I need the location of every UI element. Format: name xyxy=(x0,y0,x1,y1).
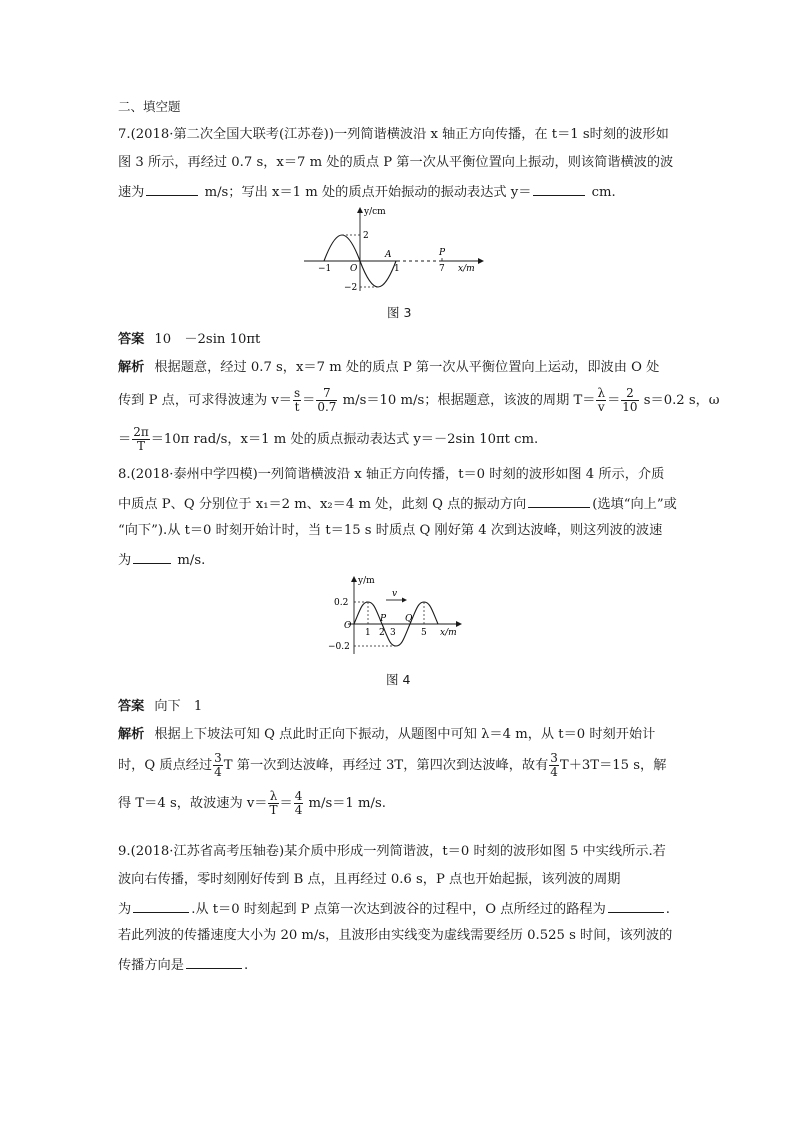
q7-analysis-text1: 根据题意，经过 0.7 s，x＝7 m 处的质点 P 第一次从平衡位置向上运动，即波由 O 处 xyxy=(154,360,660,375)
q7-line2: 图 3 所示，再经过 0.7 s，x＝7 m 处的质点 P 第一次从平衡位置向上振动，则该简谐横波的波 xyxy=(118,155,674,170)
q8-frac-lambda-T xyxy=(268,790,278,817)
q8-blank-direction[interactable] xyxy=(528,494,590,508)
fig4-y-label: y/m xyxy=(358,576,375,586)
q8-answer xyxy=(118,698,202,716)
q7-line1: 7.(2018·第二次全国大联考(江苏卷))一列简谐横波沿 x 轴正方向传播，在 t＝1 s时刻的波形如 xyxy=(118,127,669,142)
q8-answer-value: 向下 1 xyxy=(154,699,203,714)
frac-den: 10 xyxy=(622,400,638,414)
frac-num: 7 xyxy=(316,387,337,401)
frac-num: 2 xyxy=(621,387,638,401)
q8-line4 xyxy=(118,550,205,570)
q7-analysis-line3 xyxy=(118,426,538,454)
q8-line2-b: (选填“向上”或 xyxy=(592,497,677,512)
frac-num: 4 xyxy=(294,789,303,803)
q9-blank-period[interactable] xyxy=(133,899,189,913)
frac-den: T xyxy=(269,803,278,817)
section-title: 二、填空题 xyxy=(118,99,181,114)
q8-line2-a: 中质点 P、Q 分别位于 x₁＝2 m、x₂＝4 m 处，此刻 Q 点的振动方向 xyxy=(118,497,527,512)
fig3-y-pos-tick: 2 xyxy=(363,231,369,241)
fig4-x-tick-3: 3 xyxy=(390,628,396,638)
q9-line3-a: 为 xyxy=(118,902,132,917)
q9-line5-b: . xyxy=(243,958,249,973)
fig4-x-tick-5: 5 xyxy=(421,628,427,638)
frac-den: 4 xyxy=(214,765,222,779)
q7-analysis-3b: ＝10π rad/s，x＝1 m 处的质点振动表达式 y＝－2sin 10πt cm. xyxy=(150,432,539,447)
fig4-y-neg-tick: −0.2 xyxy=(328,642,350,652)
q7-line3-b: m/s；写出 x＝1 m 处的质点开始振动的振动表达式 y＝ xyxy=(204,185,532,200)
frac-den: T xyxy=(136,439,145,453)
fig3-y-neg-tick: −2 xyxy=(344,283,358,293)
fig3-label-P: P xyxy=(439,248,446,258)
q8-analysis-2a: 时，Q 质点经过 xyxy=(118,758,213,773)
fig3-label-A: A xyxy=(385,250,392,260)
q7-eq: ＝ xyxy=(607,393,621,408)
q7-line3-c: cm. xyxy=(591,185,616,200)
q8-answer-label: 答案 xyxy=(118,699,145,714)
fig4-y-pos-tick: 0.2 xyxy=(334,598,349,608)
fig4-x-tick-2: 2 xyxy=(379,628,385,638)
fig3-x-neg-tick: −1 xyxy=(318,264,332,274)
figure-3-wave-graph xyxy=(300,205,490,293)
fig3-y-arrow xyxy=(357,207,363,213)
q9-line2: 波向右传播，零时刻刚好传到 B 点，且再经过 0.6 s，P 点也开始起振，该列波的周期 xyxy=(118,872,621,887)
fig4-x-arrow xyxy=(456,621,462,627)
q7-frac-lambda-v xyxy=(596,387,606,414)
frac-num: 2π xyxy=(133,425,149,439)
q7-frac-2pi-T xyxy=(132,426,150,453)
q8-analysis-line1 xyxy=(118,726,655,744)
q9-line3-c: . xyxy=(665,902,670,917)
fig3-x-arrow xyxy=(478,258,484,264)
fig4-caption: 图 4 xyxy=(386,672,411,687)
fig3-origin: O xyxy=(350,264,358,274)
q8-frac-3-4 xyxy=(213,752,223,779)
q8-analysis-2c: T＋3T＝15 s，解 xyxy=(559,758,667,773)
q8-analysis-3b: m/s＝1 m/s. xyxy=(308,796,386,811)
fig4-label-P: P xyxy=(380,614,387,624)
q7-analysis-2c: s＝0.2 s，ω xyxy=(643,393,720,408)
q8-frac-4-4 xyxy=(294,790,304,817)
fig4-x-tick-1: 1 xyxy=(365,628,371,638)
fig4-label-v: v xyxy=(392,589,398,599)
q7-frac-s-t xyxy=(293,387,301,414)
q7-answer xyxy=(118,331,260,349)
frac-den: v xyxy=(597,400,605,414)
q8-blank-speed[interactable] xyxy=(133,550,171,564)
q7-line3-a: 速为 xyxy=(118,185,145,200)
q7-blank-speed[interactable] xyxy=(146,182,198,196)
q8-analysis-label: 解析 xyxy=(118,727,145,742)
fig3-x-label: x/m xyxy=(458,264,475,274)
fig3-caption: 图 3 xyxy=(387,305,412,320)
q7-eq: ＝ xyxy=(302,393,316,408)
frac-num: λ xyxy=(597,386,606,400)
q8-frac-3-4b xyxy=(549,752,559,779)
q9-line5 xyxy=(118,955,248,975)
q7-answer-label: 答案 xyxy=(118,332,145,347)
q9-line4: 若此列波的传播速度大小为 20 m/s，且波形由实线变为虚线需要经历 0.525 s 时间，该列波的 xyxy=(118,928,673,943)
frac-num: λ xyxy=(269,789,278,803)
fig4-label-Q: Q xyxy=(405,614,413,624)
frac-num: s xyxy=(293,386,301,400)
q9-line3 xyxy=(118,899,670,919)
q7-answer-value: 10 －2sin 10πt xyxy=(154,332,261,347)
q8-line3: “向下”).从 t＝0 时刻开始计时，当 t＝15 s 时质点 Q 刚好第 4 次到达波峰，则这列波的波速 xyxy=(118,523,663,538)
fig4-x-label: x/m xyxy=(440,628,457,638)
fig4-origin: O xyxy=(344,621,352,631)
q7-blank-expression[interactable] xyxy=(533,182,585,196)
q9-line3-b: .从 t＝0 时刻起到 P 点第一次达到波谷的过程中，O 点所经过的路程为 xyxy=(191,902,606,917)
q8-analysis-2b: T 第一次到达波峰，再经过 3T，第四次到达波峰，故有 xyxy=(223,758,549,773)
q8-line4-b: m/s. xyxy=(177,553,206,568)
q7-analysis-line1 xyxy=(118,359,659,377)
q7-frac-7-07 xyxy=(316,387,337,414)
frac-den: 4 xyxy=(550,765,558,779)
q7-analysis-2b: m/s＝10 m/s；根据题意，该波的周期 T＝ xyxy=(342,393,596,408)
fig3-x-tick-7: 7 xyxy=(439,264,445,274)
q8-line1: 8.(2018·泰州中学四模)一列简谐横波沿 x 轴正方向传播，t＝0 时刻的波形如图 4 所示，介质 xyxy=(118,467,665,482)
fig4-v-arrowhead xyxy=(402,598,407,603)
q9-line5-a: 传播方向是 xyxy=(118,958,184,973)
q9-blank-direction[interactable] xyxy=(186,955,242,969)
q7-line3 xyxy=(118,182,616,202)
q7-analysis-2a: 传到 P 点，可求得波速为 v＝ xyxy=(118,393,292,408)
fig4-y-arrow xyxy=(351,576,357,582)
q9-blank-distance[interactable] xyxy=(608,899,664,913)
q8-analysis-3a: 得 T＝4 s，故波速为 v＝ xyxy=(118,796,268,811)
figure-4-wave-graph xyxy=(320,574,470,658)
fig3-x-tick-1: 1 xyxy=(394,264,400,274)
q8-analysis-line2 xyxy=(118,752,666,780)
frac-num: 3 xyxy=(550,751,558,765)
q8-line2 xyxy=(118,494,677,514)
q8-analysis-text1: 根据上下坡法可知 Q 点此时正向下振动，从题图中可知 λ＝4 m，从 t＝0 时刻开始计 xyxy=(154,727,656,742)
q7-analysis-label: 解析 xyxy=(118,360,145,375)
q8-line4-a: 为 xyxy=(118,553,132,568)
frac-den: 4 xyxy=(294,803,303,817)
q7-frac-2-10 xyxy=(621,387,638,414)
frac-den: 0.7 xyxy=(317,400,337,414)
fig3-y-label: y/cm xyxy=(364,207,386,217)
q8-analysis-line3: 得 T＝4 s，故波速为 v＝ $\frac{\lambda}{T}$ ＝ $\frac{4}{4}$ m/s＝1 m/s. xyxy=(118,789,386,817)
q9-line1: 9.(2018·江苏省高考压轴卷)某介质中形成一列简谐波，t＝0 时刻的波形如图 5 中实线所示.若 xyxy=(118,844,666,859)
q7-eq: ＝ xyxy=(118,432,132,447)
frac-num: 3 xyxy=(214,751,222,765)
q7-analysis-line2 xyxy=(118,387,720,415)
frac-den: t xyxy=(294,400,300,414)
